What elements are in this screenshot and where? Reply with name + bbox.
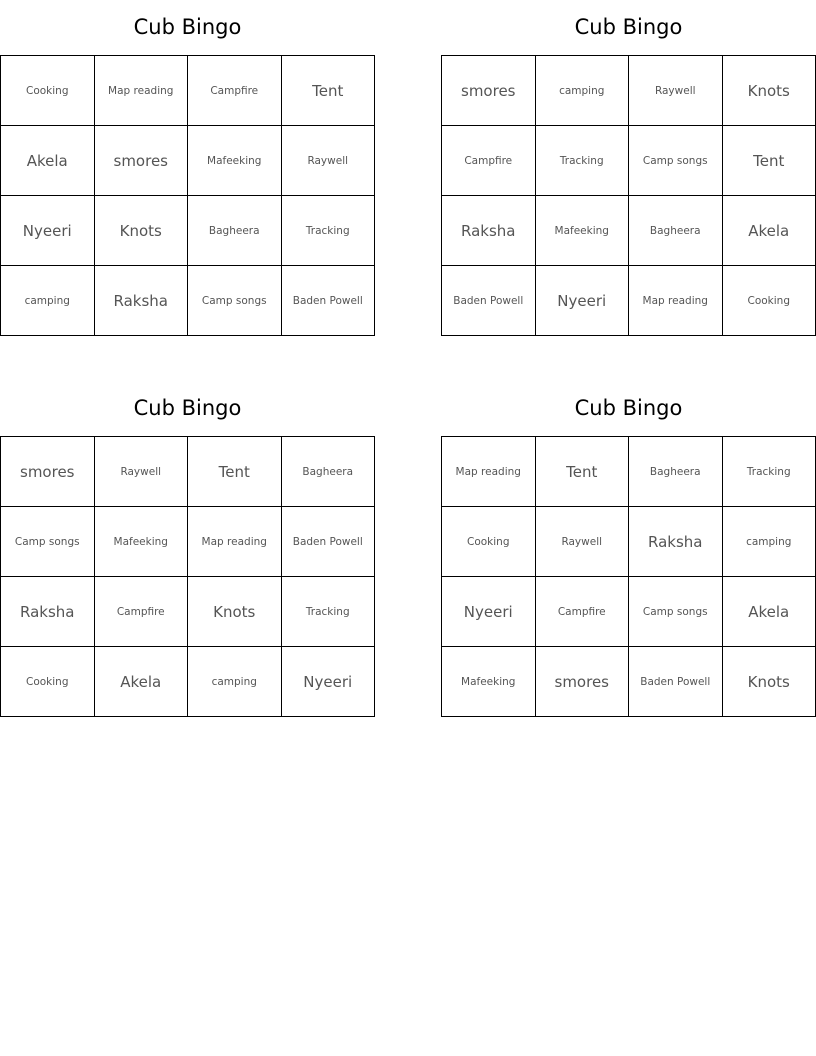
bingo-cell: Raywell [629, 56, 723, 126]
bingo-cell: Tent [536, 437, 630, 507]
bingo-cell: Mafeeking [442, 647, 536, 717]
bingo-cell: Baden Powell [442, 266, 536, 336]
bingo-cell: Bagheera [282, 437, 376, 507]
bingo-cell: Raksha [629, 507, 723, 577]
bingo-cell: Baden Powell [282, 507, 376, 577]
bingo-cell: camping [188, 647, 282, 717]
bingo-cell: Cooking [1, 56, 95, 126]
bingo-cell: Bagheera [629, 437, 723, 507]
bingo-cell: Raywell [282, 126, 376, 196]
bingo-cell: camping [1, 266, 95, 336]
bingo-cell: Akela [95, 647, 189, 717]
bingo-cell: Map reading [95, 56, 189, 126]
bingo-cell: Nyeeri [282, 647, 376, 717]
bingo-cell: Raksha [442, 196, 536, 266]
card-title: Cub Bingo [133, 396, 242, 420]
bingo-cell: Tracking [536, 126, 630, 196]
bingo-cell: Tracking [282, 577, 376, 647]
bingo-cell: Akela [723, 196, 816, 266]
bingo-cell: Cooking [723, 266, 816, 336]
bingo-cell: Tracking [282, 196, 376, 266]
bingo-cell: Camp songs [629, 126, 723, 196]
bingo-grid [0, 436, 375, 717]
bingo-cell: Raywell [536, 507, 630, 577]
bingo-cell: Raywell [95, 437, 189, 507]
bingo-cell: Campfire [536, 577, 630, 647]
bingo-cell: Campfire [95, 577, 189, 647]
bingo-cell: Tent [723, 126, 816, 196]
bingo-cell: Nyeeri [442, 577, 536, 647]
bingo-cell: Camp songs [629, 577, 723, 647]
bingo-card-2 [441, 0, 816, 336]
card-title: Cub Bingo [574, 15, 683, 39]
bingo-cell: Cooking [1, 647, 95, 717]
bingo-card-4 [441, 381, 816, 717]
bingo-cell: Map reading [188, 507, 282, 577]
bingo-grid [0, 55, 375, 336]
bingo-cell: smores [95, 126, 189, 196]
bingo-cell: Nyeeri [1, 196, 95, 266]
bingo-cell: Camp songs [188, 266, 282, 336]
bingo-cell: Campfire [188, 56, 282, 126]
bingo-cell: Mafeeking [536, 196, 630, 266]
bingo-cell: Bagheera [629, 196, 723, 266]
bingo-cell: Raksha [95, 266, 189, 336]
bingo-card-3 [0, 381, 375, 717]
bingo-cell: smores [1, 437, 95, 507]
bingo-cell: Map reading [629, 266, 723, 336]
bingo-cell: Knots [95, 196, 189, 266]
bingo-cell: Tent [282, 56, 376, 126]
bingo-cell: Campfire [442, 126, 536, 196]
bingo-cell: Tent [188, 437, 282, 507]
bingo-cell: Knots [188, 577, 282, 647]
bingo-cell: Raksha [1, 577, 95, 647]
bingo-cell: Knots [723, 56, 816, 126]
bingo-cell: Mafeeking [95, 507, 189, 577]
bingo-cell: smores [536, 647, 630, 717]
bingo-cell: Akela [723, 577, 816, 647]
bingo-cell: Bagheera [188, 196, 282, 266]
bingo-cell: Knots [723, 647, 816, 717]
card-title: Cub Bingo [574, 396, 683, 420]
bingo-grid [441, 436, 816, 717]
bingo-cell: Tracking [723, 437, 816, 507]
bingo-card-1 [0, 0, 375, 336]
bingo-cell: Mafeeking [188, 126, 282, 196]
bingo-grid [441, 55, 816, 336]
bingo-cell: smores [442, 56, 536, 126]
card-title: Cub Bingo [133, 15, 242, 39]
bingo-cell: Map reading [442, 437, 536, 507]
bingo-cell: Cooking [442, 507, 536, 577]
bingo-cell: Camp songs [1, 507, 95, 577]
bingo-cell: Akela [1, 126, 95, 196]
bingo-cell: Nyeeri [536, 266, 630, 336]
bingo-cell: camping [723, 507, 816, 577]
bingo-cell: camping [536, 56, 630, 126]
bingo-cell: Baden Powell [629, 647, 723, 717]
bingo-cell: Baden Powell [282, 266, 376, 336]
